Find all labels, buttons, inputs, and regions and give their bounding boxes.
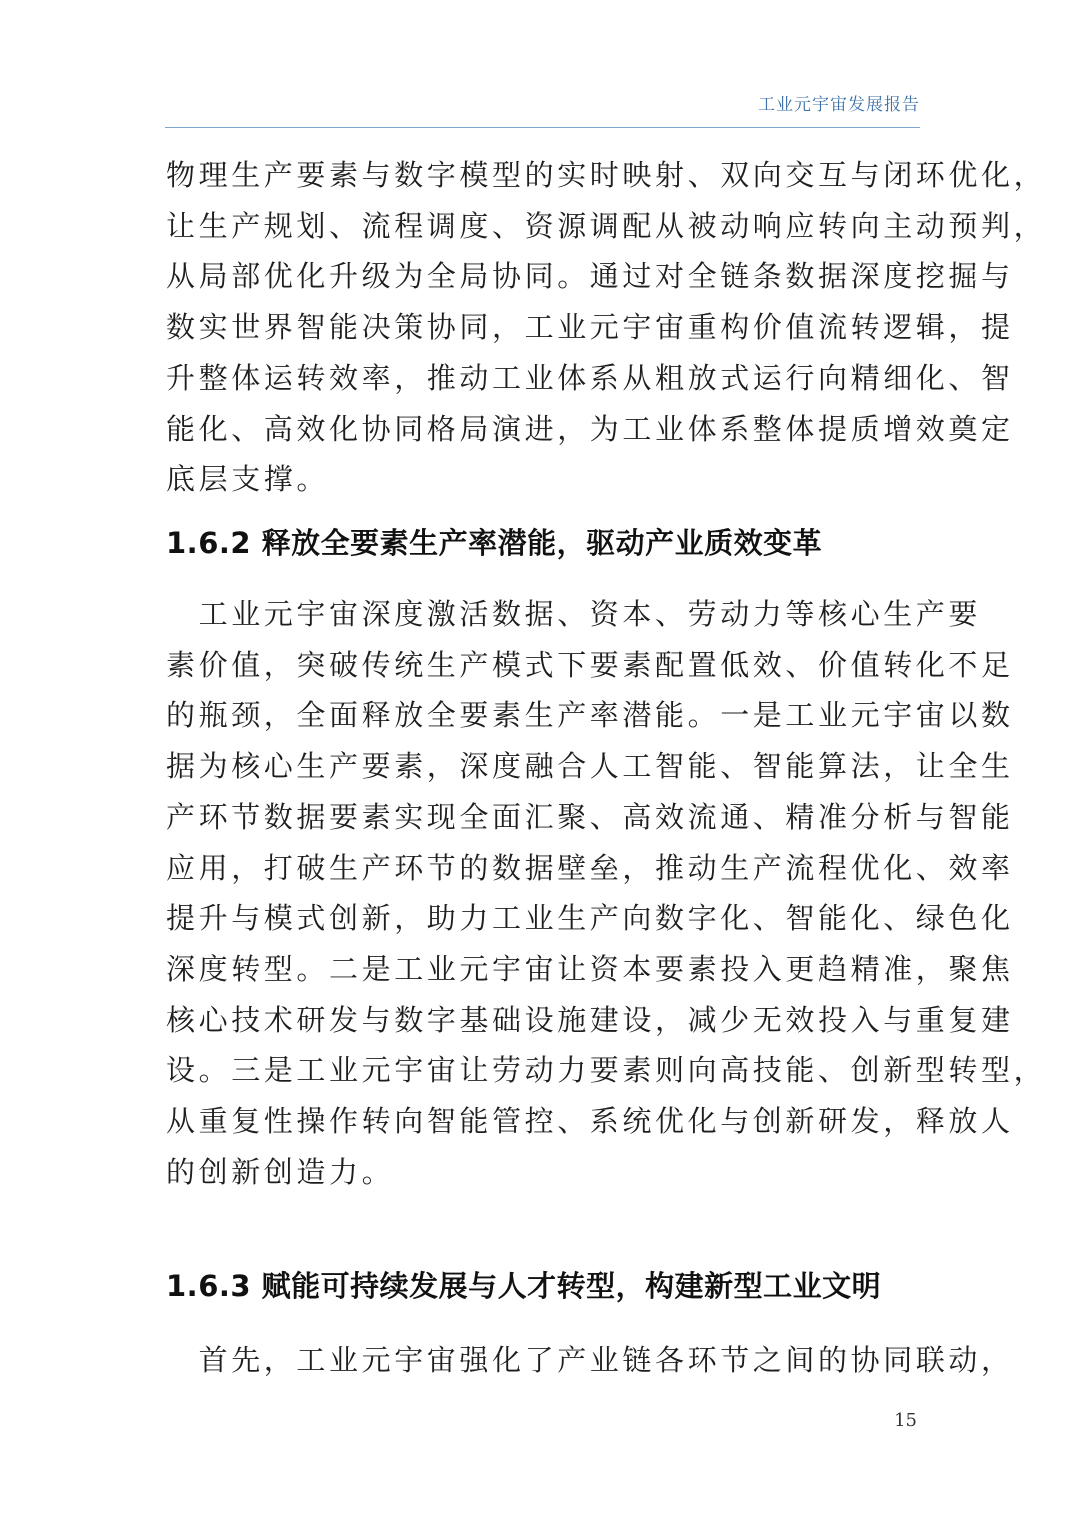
running-header-title: 工业元宇宙发展报告 (758, 95, 920, 115)
section-heading-1-6-3: 1.6.3 赋能可持续发展与人才转型，构建新型工业文明 (166, 1269, 882, 1303)
header-rule (165, 127, 920, 128)
text-line: 据为核心生产要素，深度融合人工智能、智能算法，让全生 (166, 749, 1014, 784)
text-line: 物理生产要素与数字模型的实时映射、双向交互与闭环优化， (166, 158, 1047, 192)
text-line: 从重复性操作转向智能管控、系统优化与创新研发，释放人 (166, 1104, 1014, 1139)
intro-paragraph (166, 150, 1047, 505)
text-line: 核心技术研发与数字基础设施建设，减少无效投入与重复建 (166, 1002, 1014, 1037)
text-line: 的瓶颈，全面释放全要素生产率潜能。一是工业元宇宙以数 (166, 698, 1014, 733)
text-line: 设。三是工业元宇宙让劳动力要素则向高技能、创新型转型， (166, 1053, 1047, 1088)
section-1-6-3-paragraph (166, 1335, 1014, 1386)
text-line: 首先，工业元宇宙强化了产业链各环节之间的协同联动， (166, 1343, 1014, 1377)
text-line: 从局部优化升级为全局协同。通过对全链条数据深度挖掘与 (166, 259, 1014, 294)
text-line: 工业元宇宙深度激活数据、资本、劳动力等核心生产要 (166, 597, 982, 631)
text-line: 数实世界智能决策协同，工业元宇宙重构价值流转逻辑，提 (166, 310, 1014, 345)
text-line: 升整体运转效率，推动工业体系从粗放式运行向精细化、智 (166, 360, 1014, 395)
section-1-6-2-paragraph (166, 589, 1047, 1197)
text-line: 让生产规划、流程调度、资源调配从被动响应转向主动预判， (166, 208, 1047, 243)
text-line: 能化、高效化协同格局演进，为工业体系整体提质增效奠定 (166, 411, 1014, 446)
text-line: 提升与模式创新，助力工业生产向数字化、智能化、绿色化 (166, 901, 1014, 936)
text-line: 应用，打破生产环节的数据壁垒，推动生产流程优化、效率 (166, 850, 1014, 885)
page-number: 15 (894, 1410, 917, 1431)
text-line: 产环节数据要素实现全面汇聚、高效流通、精准分析与智能 (166, 799, 1014, 834)
text-line: 深度转型。二是工业元宇宙让资本要素投入更趋精准，聚焦 (166, 951, 1014, 986)
text-line: 底层支撑。 (166, 462, 330, 497)
text-line: 的创新创造力。 (166, 1154, 395, 1189)
section-heading-1-6-2: 1.6.2 释放全要素生产率潜能，驱动产业质效变革 (166, 526, 823, 560)
text-line: 素价值，突破传统生产模式下要素配置低效、价值转化不足 (166, 647, 1014, 682)
